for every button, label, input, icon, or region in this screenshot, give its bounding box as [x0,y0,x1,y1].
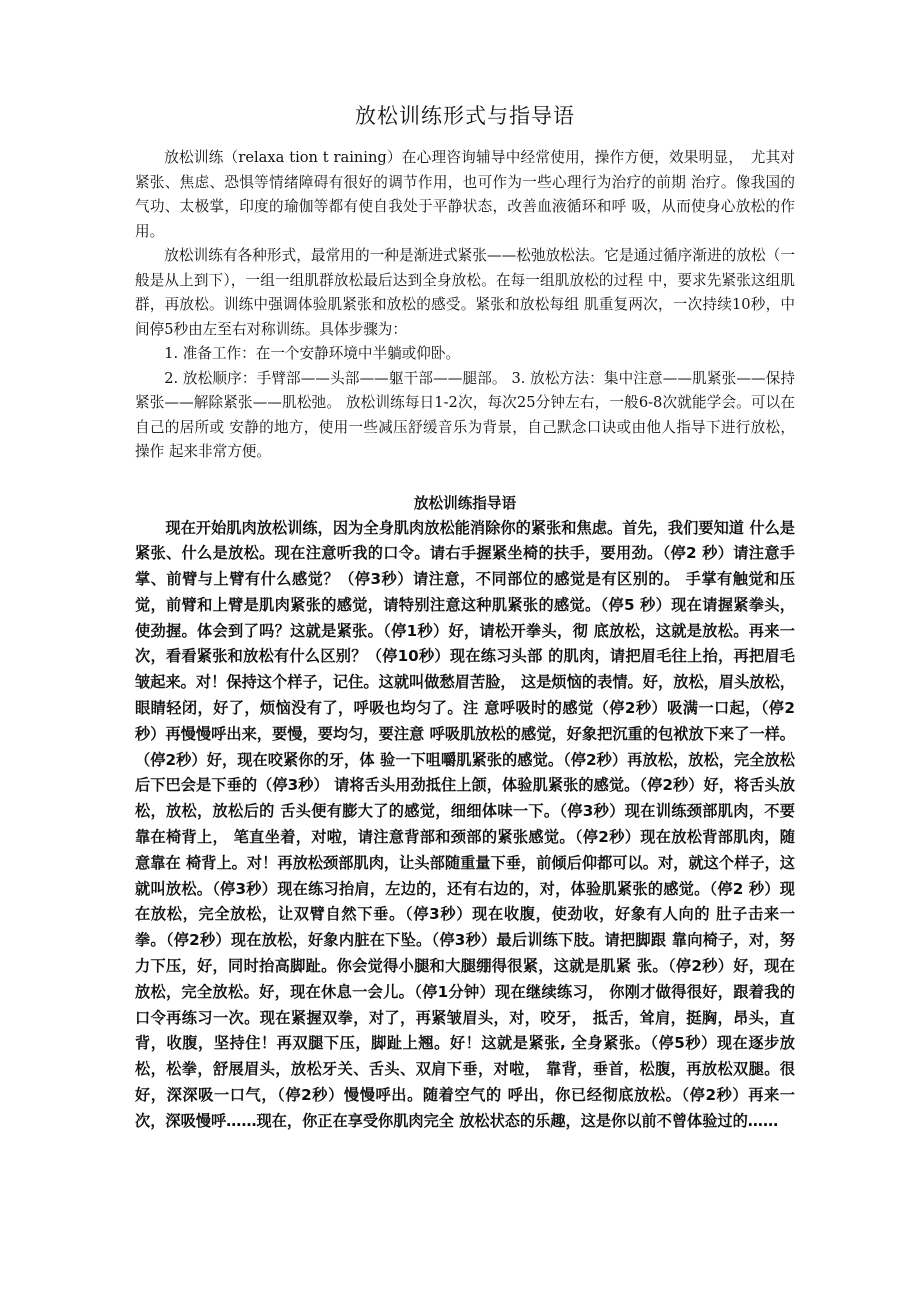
guide-paragraph: 现在开始肌肉放松训练，因为全身肌肉放松能消除你的紧张和焦虑。首先，我们要知道 什么是紧张、什么是放松。现在注意听我的口令。请右手握紧坐椅的扶手，要用劲。（停2 秒）请注意手掌、前臂与上臂有什么感觉？（停3秒）请注意，不同部位的感觉是有区别的。 手掌有触觉和压觉，前臂和上臂是肌肉紧张的感觉，请特别注意这种肌紧张的感觉。（停5 秒）现在请握紧拳头，使劲握。体会到了吗？这就是紧张。（停1秒）好，请松开拳头，彻 底放松，这就是放松。再来一次，看看紧张和放松有什么区别？（停10秒）现在练习头部 的肌肉，请把眉毛往上抬，再把眉毛皱起来。对！保持这个样子，记住。这就叫做愁眉苦脸， 这是烦恼的表情。好，放松，眉头放松，眼睛轻闭，好了，烦恼没有了，呼吸也均匀了。注 意呼吸时的感觉（停2秒）吸满一口起，（停2秒）再慢慢呼出来，要慢，要均匀，要注意 呼吸肌放松的感觉，好象把沉重的包袱放下来了一样。（停2秒）好，现在咬紧你的牙，体 验一下咀嚼肌紧张的感觉。（停2秒）再放松，放松，完全放松后下巴会是下垂的（停3秒） 请将舌头用劲抵住上颌，体验肌紧张的感觉。（停2秒）好，将舌头放松，放松，放松后的 舌头便有膨大了的感觉，细细体味一下。（停3秒）现在训练颈部肌肉，不要靠在椅背上， 笔直坐着，对啦，请注意背部和颈部的紧张感觉。（停2秒）现在放松背部肌肉，随意靠在 椅背上。对！再放松颈部肌肉，让头部随重量下垂，前倾后仰都可以。对，就这个样子，这 就叫放松。（停3秒）现在练习抬肩，左边的，还有右边的，对，体验肌紧张的感觉。（停2 秒）现在放松，完全放松，让双臂自然下垂。（停3秒）现在收腹，使劲收，好象有人向的 肚子击来一拳。（停2秒）现在放松，好象内脏在下坠。（停3秒）最后训练下肢。请把脚跟 靠向椅子，对，努力下压，好，同时抬高脚趾。你会觉得小腿和大腿绷得很紧，这就是肌紧 张。（停2秒）好，现在放松，完全放松。好，现在休息一会儿。（停1分钟）现在继续练习， 你刚才做得很好，跟着我的口令再练习一次。现在紧握双拳，对了，再紧皱眉头，对，咬牙， 抵舌，耸肩，挺胸，昂头，直背，收腹，坚持住！再双腿下压，脚趾上翘。好！这就是紧张, 全身紧张。（停5秒）现在逐步放松，松拳，舒展眉头，放松牙关、舌头、双肩下垂，对啦， 靠背，垂首，松腹，再放松双腿。很好，深深吸一口气，（停2秒）慢慢呼出。随着空气的 呼出，你已经彻底放松。（停2秒）再来一次，深吸慢呼……现在，你正在享受你肌肉完全 放松状态的乐趣，这是你以前不曾体验过的…… [135,518,795,1130]
document-page [135,100,795,1135]
guide-title: 放松训练指导语 [413,494,517,512]
step-1-paragraph: 1. 准备工作：在一个安静环境中半躺或仰卧。 [164,345,461,362]
step-2-3-paragraph: 2. 放松顺序：手臂部——头部——躯干部——腿部。 3. 放松方法：集中注意——肌紧张——保持紧张——解除紧张——肌松弛。 放松训练每日1-2次，每次25分钟左右，一般6-8次就能学会。可以在自己的居所或 安静的地方，使用一些减压舒缓音乐为背景，自己默念口诀或由他人指导下进行放松，操作 起来非常方便。 [135,369,795,460]
intro-paragraph: 放松训练（relaxa tion t raining）在心理咨询辅导中经常使用，操作方便，效果明显， 尤其对紧张、焦虑、恐惧等情绪障碍有很好的调节作用，也可作为一些心理行为治疗的前期 治疗。像我国的气功、太极掌，印度的瑜伽等都有使自我处于平静状态，改善血液循环和呼 吸，从而使身心放松的作用。 [135,149,795,240]
document-title: 放松训练形式与指导语 [355,104,575,128]
method-paragraph: 放松训练有各种形式，最常用的一种是渐进式紧张——松弛放松法。它是通过循序渐进的放松（一般是从上到下），一组一组肌群放松最后达到全身放松。在每一组肌放松的过程 中，要求先紧张这组肌群，再放松。训练中强调体验肌紧张和放松的感受。紧张和放松每组 肌重复两次，一次持续10秒，中间停5秒由左至右对称训练。具体步骤为： [135,247,795,338]
